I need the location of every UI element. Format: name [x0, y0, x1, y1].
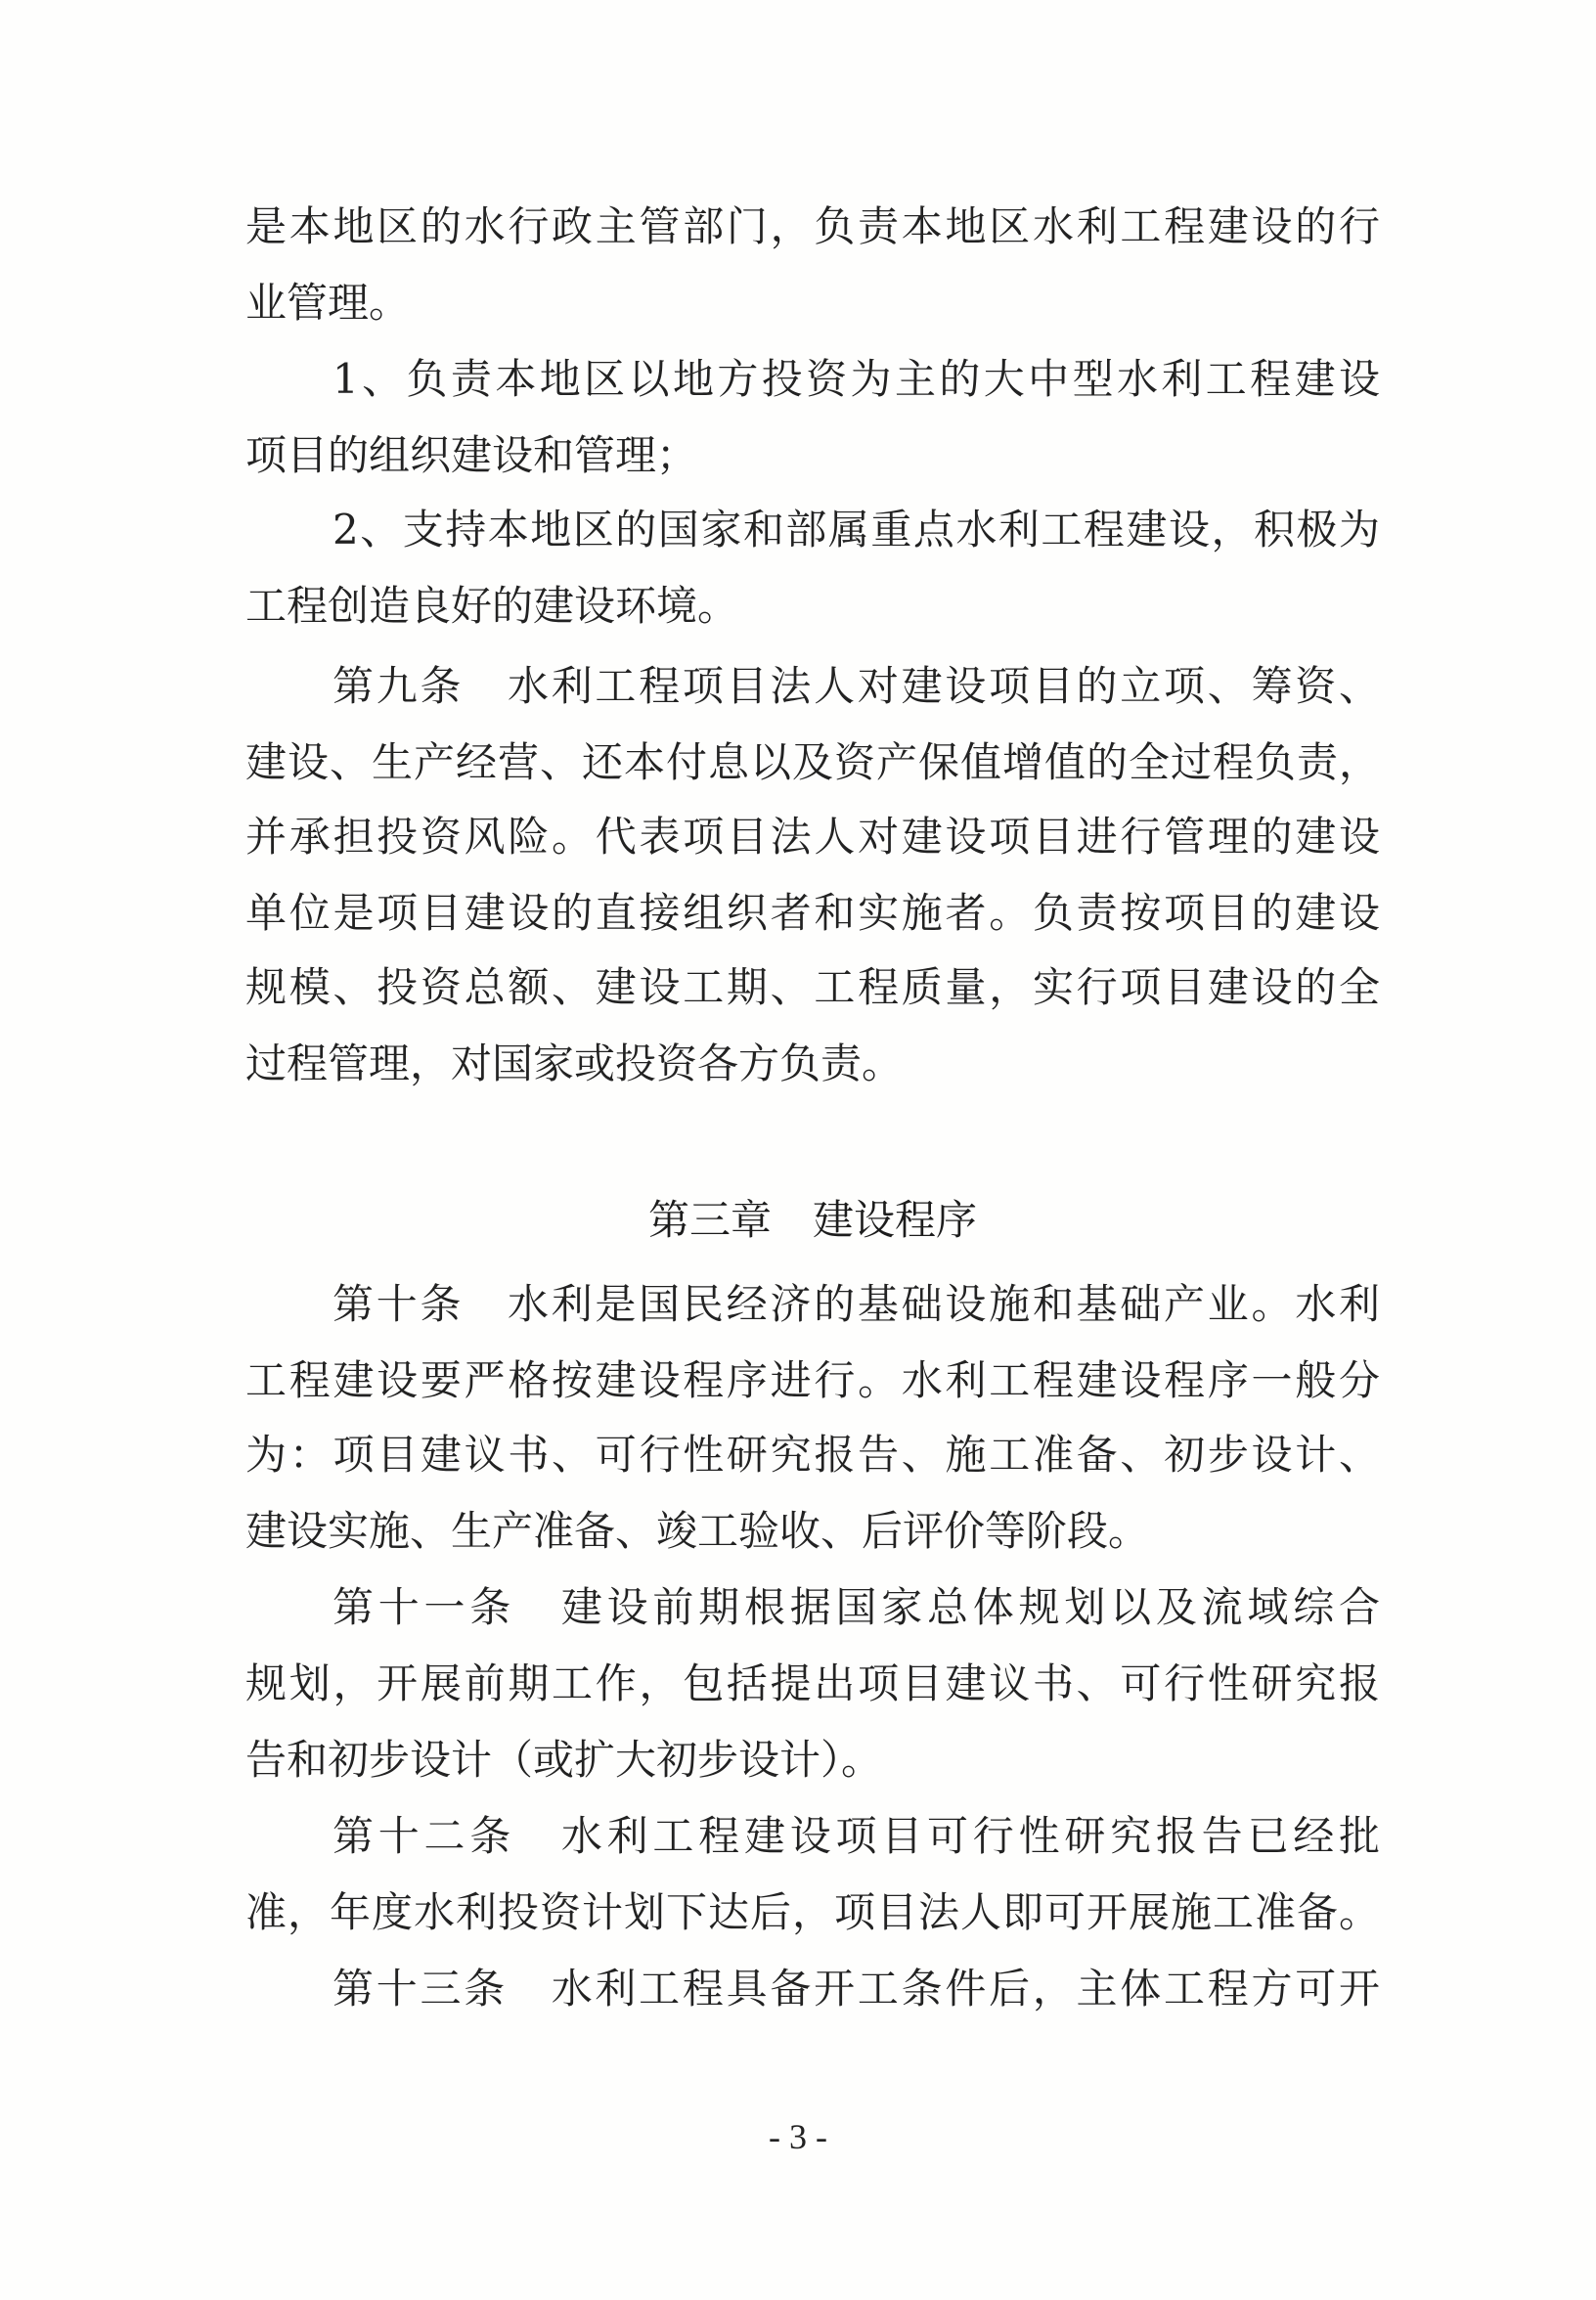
article-11-line-2: 规划，开展前期工作，包括提出项目建议书、可行性研究报: [245, 1659, 1380, 1707]
article-9-line-2: 建设、生产经营、还本付息以及资产保值增值的全过程负责，: [245, 738, 1380, 786]
article-9-line-6: 过程管理，对国家或投资各方负责。: [245, 1039, 904, 1087]
article-12-line-1: 第十二条 水利工程建设项目可行性研究报告已经批: [332, 1812, 1380, 1860]
body-line-4: 项目的组织建设和管理；: [245, 431, 698, 479]
article-9-line-1: 第九条 水利工程项目法人对建设项目的立项、筹资、: [332, 662, 1380, 710]
article-12-line-2: 准，年度水利投资计划下达后，项目法人即可开展施工准备。: [245, 1888, 1380, 1936]
body-line-3: 1、负责本地区以地方投资为主的大中型水利工程建设: [332, 355, 1380, 403]
page-number: - 3 -: [769, 2117, 827, 2156]
article-10-line-2: 工程建设要严格按建设程序进行。水利工程建设程序一般分: [245, 1356, 1380, 1404]
body-line-1: 是本地区的水行政主管部门，负责本地区水利工程建设的行: [245, 202, 1380, 250]
chapter-heading: 第三章 建设程序: [647, 1196, 977, 1244]
body-line-2: 业管理。: [245, 279, 411, 327]
article-10-line-4: 建设实施、生产准备、竣工验收、后评价等阶段。: [245, 1507, 1150, 1555]
article-13-line-1: 第十三条 水利工程具备开工条件后，主体工程方可开: [332, 1965, 1380, 2012]
article-9-line-3: 并承担投资风险。代表项目法人对建设项目进行管理的建设: [245, 813, 1380, 861]
article-9-line-5: 规模、投资总额、建设工期、工程质量，实行项目建设的全: [245, 963, 1380, 1011]
article-11-line-3: 告和初步设计（或扩大初步设计）。: [245, 1736, 883, 1784]
article-11-line-1: 第十一条 建设前期根据国家总体规划以及流域综合: [332, 1583, 1380, 1631]
body-line-6: 工程创造良好的建设环境。: [245, 582, 739, 630]
article-9-line-4: 单位是项目建设的直接组织者和实施者。负责按项目的建设: [245, 889, 1380, 937]
article-10-line-3: 为：项目建议书、可行性研究报告、施工准备、初步设计、: [245, 1431, 1380, 1479]
article-10-line-1: 第十条 水利是国民经济的基础设施和基础产业。水利: [332, 1280, 1380, 1328]
body-line-5: 2、支持本地区的国家和部属重点水利工程建设，积极为: [332, 506, 1380, 553]
